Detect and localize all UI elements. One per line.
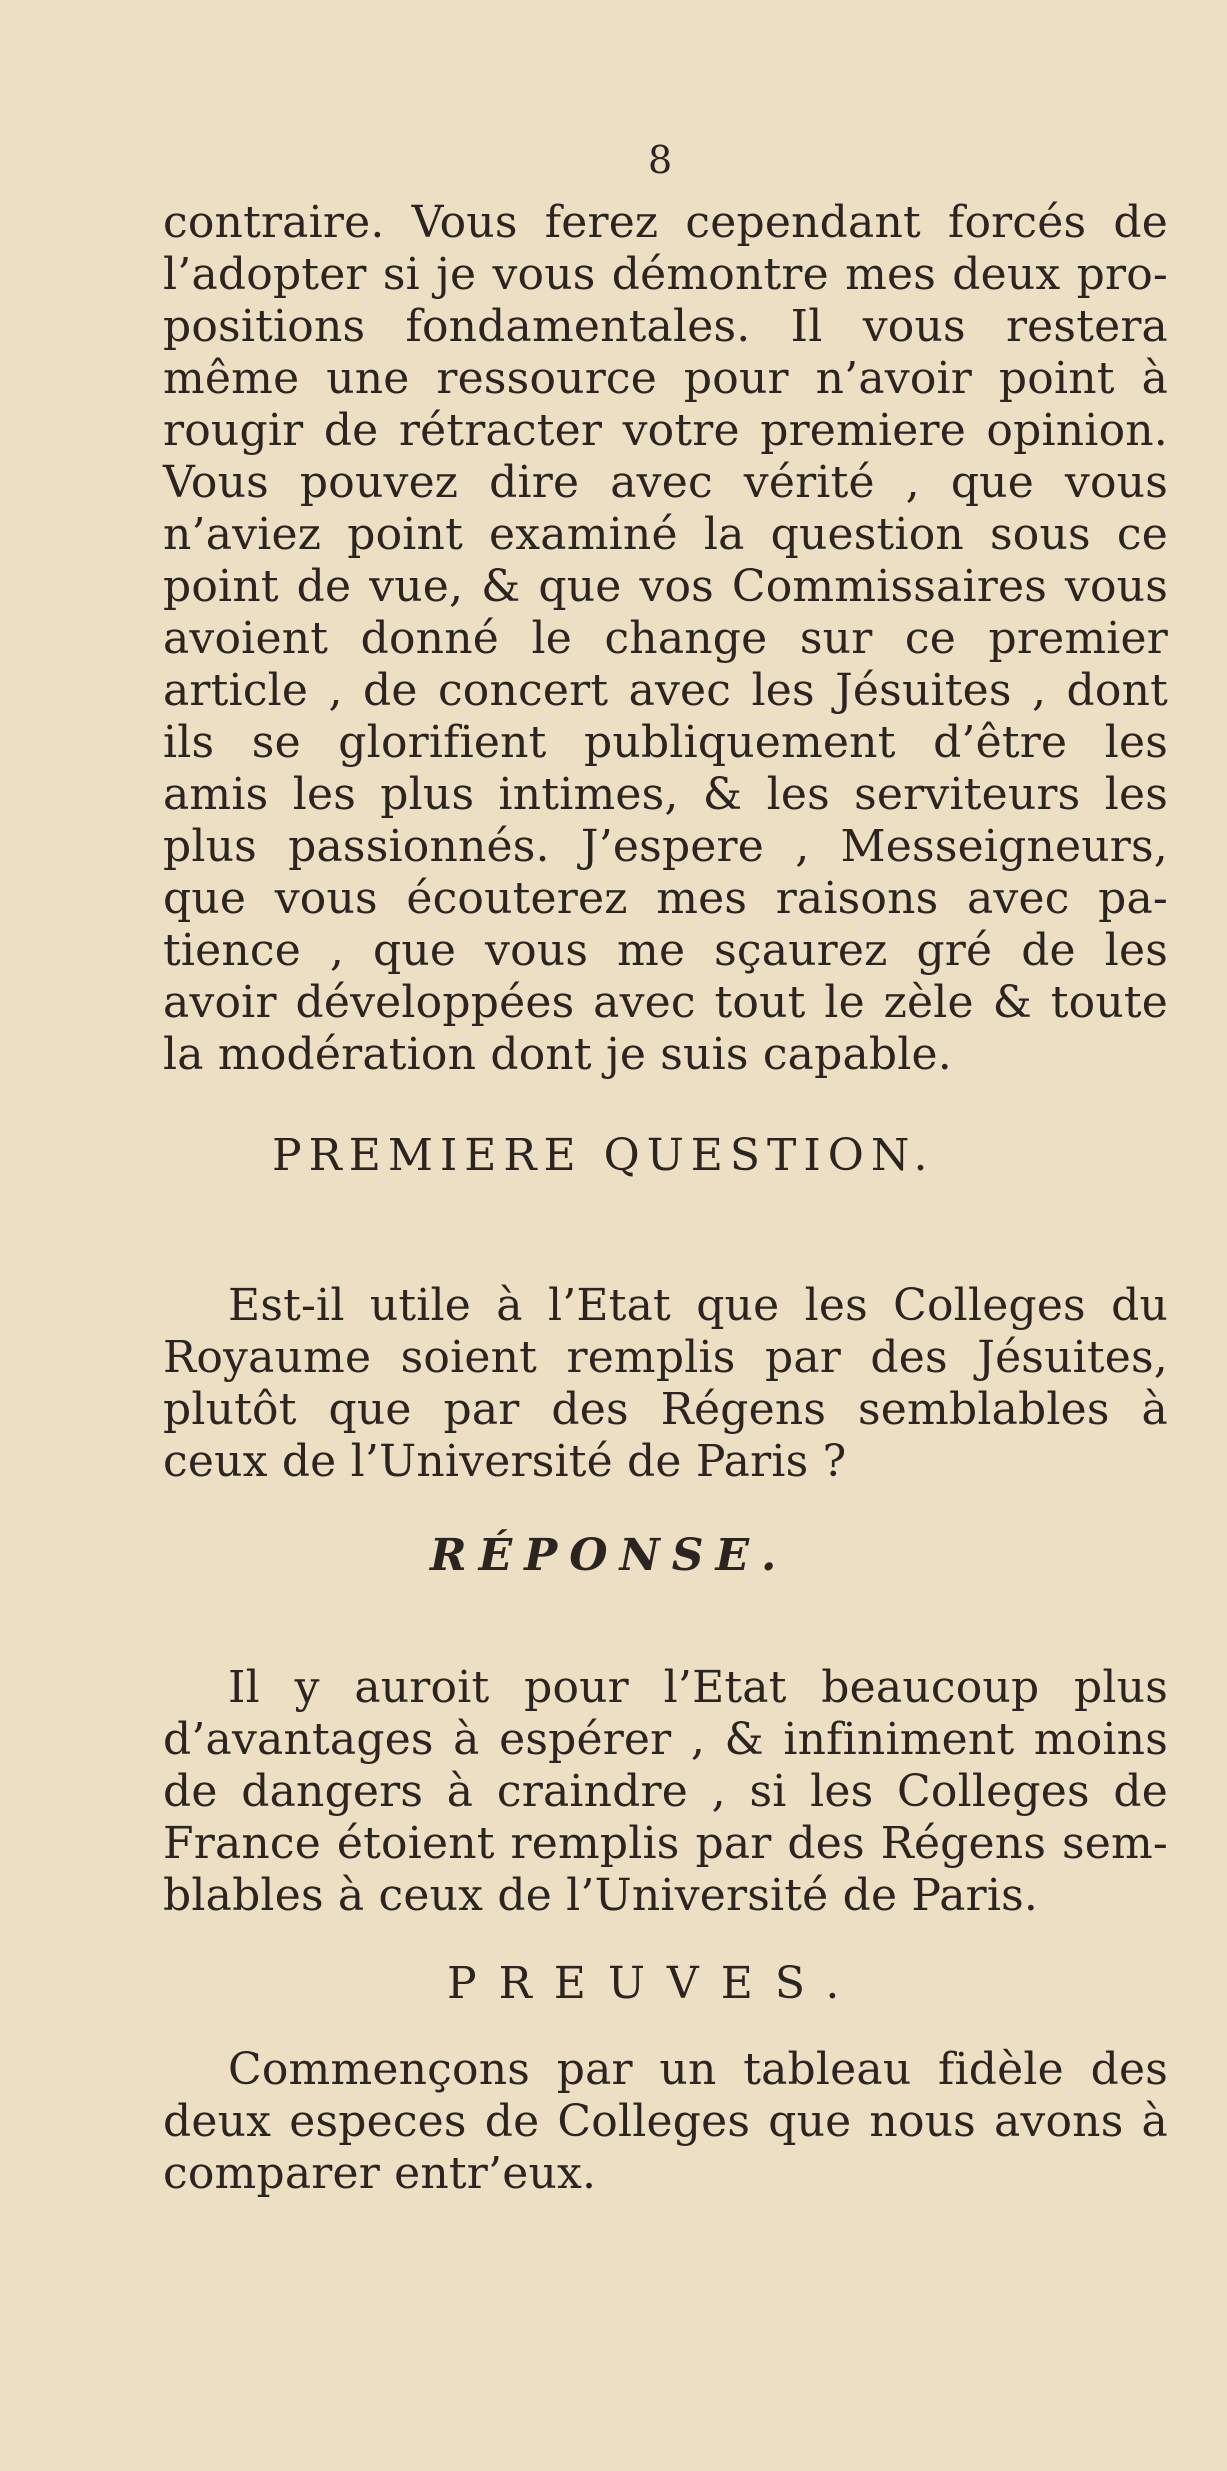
reponse-paragraph — [163, 1662, 1168, 1922]
text-line: Royaume soient remplis par des Jésuites, — [163, 1332, 1168, 1383]
text-line: blables à ceux de l’Université de Paris. — [163, 1870, 1039, 1921]
text-line: tience , que vous me sçaurez gré de les — [163, 925, 1168, 976]
page-number: 8 — [648, 138, 673, 182]
heading-reponse: RÉPONSE. — [430, 1530, 789, 1581]
text-line: la modération dont je suis capable. — [163, 1029, 952, 1080]
heading-preuves: PREUVES. — [447, 1958, 862, 2009]
heading-premiere-question: PREMIERE QUESTION. — [272, 1130, 935, 1181]
text-line: ceux de l’Université de Paris ? — [163, 1436, 847, 1487]
text-line: même une ressource pour n’avoir point à — [163, 353, 1168, 404]
text-line: positions fondamentales. Il vous restera — [163, 301, 1168, 352]
text-line: plus passionnés. J’espere , Messeigneurs, — [163, 821, 1168, 872]
text-line: France étoient remplis par des Régens sem- — [163, 1818, 1168, 1869]
text-line: que vous écouterez mes raisons avec pa- — [163, 873, 1168, 924]
text-line: amis les plus intimes, & les serviteurs les — [163, 769, 1168, 820]
text-line: Commençons par un tableau fidèle des — [228, 2044, 1168, 2095]
intro-paragraph — [163, 197, 1168, 1081]
preuves-paragraph — [163, 2044, 1168, 2200]
question-paragraph — [163, 1280, 1168, 1488]
text-line: Vous pouvez dire avec vérité , que vous — [163, 457, 1168, 508]
text-line: Il y auroit pour l’Etat beaucoup plus — [228, 1662, 1168, 1713]
text-line: article , de concert avec les Jésuites , dont — [163, 665, 1168, 716]
text-line: n’aviez point examiné la question sous ce — [163, 509, 1168, 560]
text-line: avoir développées avec tout le zèle & toute — [163, 977, 1168, 1028]
text-line: de dangers à craindre , si les Colleges de — [163, 1766, 1168, 1817]
text-line: ils se glorifient publiquement d’être les — [163, 717, 1168, 768]
text-line: d’avantages à espérer , & infiniment moins — [163, 1714, 1168, 1765]
text-line: avoient donné le change sur ce premier — [163, 613, 1168, 664]
text-line: plutôt que par des Régens semblables à — [163, 1384, 1168, 1435]
text-line: contraire. Vous ferez cependant forcés de — [163, 197, 1168, 248]
text-line: rougir de rétracter votre premiere opinion. — [163, 405, 1168, 456]
text-line: comparer entr’eux. — [163, 2148, 597, 2199]
text-line: deux especes de Colleges que nous avons à — [163, 2096, 1168, 2147]
text-line: Est-il utile à l’Etat que les Colleges du — [228, 1280, 1168, 1331]
text-line: l’adopter si je vous démontre mes deux pro- — [163, 249, 1168, 300]
text-line: point de vue, & que vos Commissaires vous — [163, 561, 1168, 612]
